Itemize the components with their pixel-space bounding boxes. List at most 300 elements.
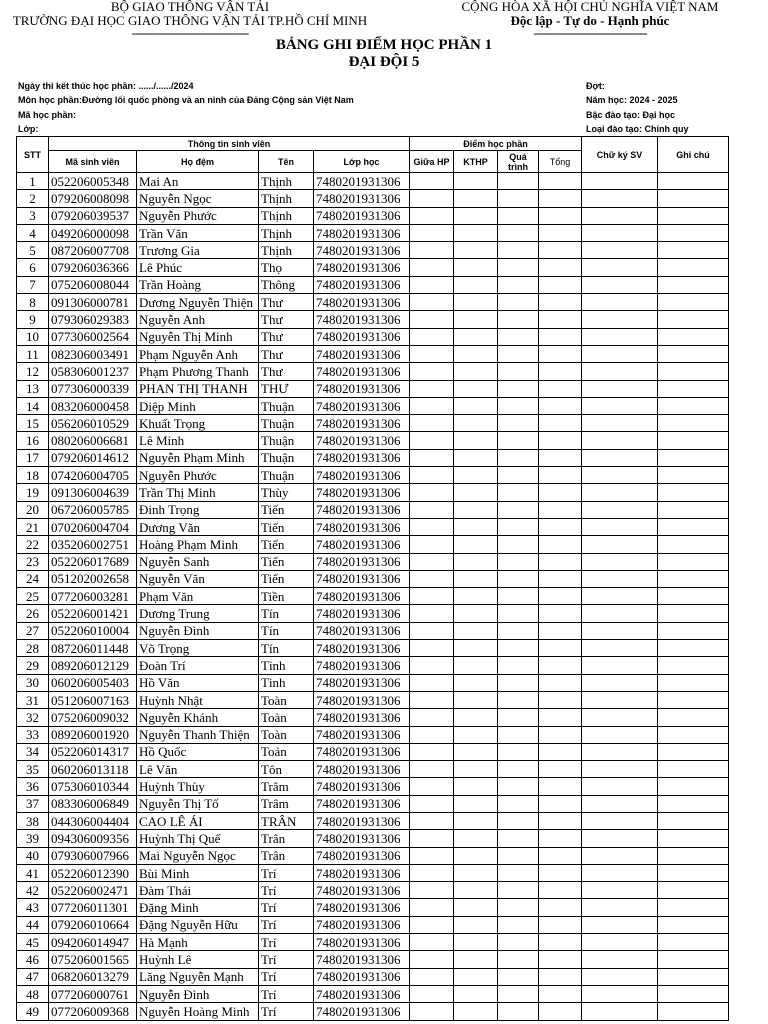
total-cell[interactable]: [539, 432, 582, 449]
final-cell[interactable]: [454, 588, 498, 605]
total-cell[interactable]: [539, 467, 582, 484]
midterm-cell[interactable]: [410, 311, 454, 328]
signature-cell[interactable]: [582, 449, 658, 466]
total-cell[interactable]: [539, 415, 582, 432]
midterm-cell[interactable]: [410, 899, 454, 916]
signature-cell[interactable]: [582, 345, 658, 362]
signature-cell[interactable]: [582, 588, 658, 605]
note-cell[interactable]: [658, 985, 729, 1002]
process-cell[interactable]: [498, 449, 539, 466]
process-cell[interactable]: [498, 709, 539, 726]
total-cell[interactable]: [539, 985, 582, 1002]
midterm-cell[interactable]: [410, 224, 454, 241]
process-cell[interactable]: [498, 311, 539, 328]
last-name: CAO LÊ ÁI: [137, 812, 259, 829]
process-cell[interactable]: [498, 276, 539, 293]
signature-cell[interactable]: [582, 726, 658, 743]
note-cell[interactable]: [658, 899, 729, 916]
note-cell[interactable]: [658, 467, 729, 484]
note-cell[interactable]: [658, 657, 729, 674]
process-cell[interactable]: [498, 588, 539, 605]
process-cell[interactable]: [498, 691, 539, 708]
total-cell[interactable]: [539, 345, 582, 362]
process-cell[interactable]: [498, 916, 539, 933]
signature-cell[interactable]: [582, 259, 658, 276]
process-cell[interactable]: [498, 467, 539, 484]
process-cell[interactable]: [498, 761, 539, 778]
signature-cell[interactable]: [582, 207, 658, 224]
final-cell[interactable]: [454, 259, 498, 276]
midterm-cell[interactable]: [410, 916, 454, 933]
midterm-cell[interactable]: [410, 622, 454, 639]
total-cell[interactable]: [539, 882, 582, 899]
total-cell[interactable]: [539, 795, 582, 812]
process-cell[interactable]: [498, 812, 539, 829]
final-cell[interactable]: [454, 345, 498, 362]
final-cell[interactable]: [454, 761, 498, 778]
note-cell[interactable]: [658, 726, 729, 743]
process-cell[interactable]: [498, 657, 539, 674]
signature-cell[interactable]: [582, 605, 658, 622]
note-cell[interactable]: [658, 951, 729, 968]
process-cell[interactable]: [498, 207, 539, 224]
signature-cell[interactable]: [582, 657, 658, 674]
signature-cell[interactable]: [582, 363, 658, 380]
midterm-cell[interactable]: [410, 985, 454, 1002]
total-cell[interactable]: [539, 224, 582, 241]
midterm-cell[interactable]: [410, 1003, 454, 1020]
last-name: Nguyễn Sanh: [137, 553, 259, 570]
row-number: 2: [17, 190, 49, 207]
note-cell[interactable]: [658, 363, 729, 380]
final-cell[interactable]: [454, 1003, 498, 1020]
midterm-cell[interactable]: [410, 640, 454, 657]
process-cell[interactable]: [498, 605, 539, 622]
process-cell[interactable]: [498, 242, 539, 259]
process-cell[interactable]: [498, 968, 539, 985]
note-cell[interactable]: [658, 847, 729, 864]
final-cell[interactable]: [454, 276, 498, 293]
signature-cell[interactable]: [582, 1003, 658, 1020]
final-cell[interactable]: [454, 795, 498, 812]
signature-cell[interactable]: [582, 778, 658, 795]
process-cell[interactable]: [498, 259, 539, 276]
midterm-cell[interactable]: [410, 173, 454, 190]
note-cell[interactable]: [658, 1003, 729, 1020]
final-cell[interactable]: [454, 449, 498, 466]
final-cell[interactable]: [454, 328, 498, 345]
total-cell[interactable]: [539, 812, 582, 829]
note-cell[interactable]: [658, 207, 729, 224]
process-cell[interactable]: [498, 622, 539, 639]
midterm-cell[interactable]: [410, 294, 454, 311]
total-cell[interactable]: [539, 173, 582, 190]
signature-cell[interactable]: [582, 812, 658, 829]
final-cell[interactable]: [454, 726, 498, 743]
midterm-cell[interactable]: [410, 328, 454, 345]
process-cell[interactable]: [498, 380, 539, 397]
signature-cell[interactable]: [582, 951, 658, 968]
signature-cell[interactable]: [582, 415, 658, 432]
final-cell[interactable]: [454, 570, 498, 587]
final-cell[interactable]: [454, 622, 498, 639]
total-cell[interactable]: [539, 1003, 582, 1020]
midterm-cell[interactable]: [410, 968, 454, 985]
signature-cell[interactable]: [582, 709, 658, 726]
note-cell[interactable]: [658, 345, 729, 362]
signature-cell[interactable]: [582, 501, 658, 518]
signature-cell[interactable]: [582, 674, 658, 691]
note-cell[interactable]: [658, 484, 729, 501]
total-cell[interactable]: [539, 588, 582, 605]
note-cell[interactable]: [658, 674, 729, 691]
total-cell[interactable]: [539, 484, 582, 501]
process-cell[interactable]: [498, 518, 539, 535]
final-cell[interactable]: [454, 899, 498, 916]
final-cell[interactable]: [454, 743, 498, 760]
process-cell[interactable]: [498, 864, 539, 881]
midterm-cell[interactable]: [410, 795, 454, 812]
final-cell[interactable]: [454, 916, 498, 933]
midterm-cell[interactable]: [410, 674, 454, 691]
final-cell[interactable]: [454, 951, 498, 968]
total-cell[interactable]: [539, 311, 582, 328]
process-cell[interactable]: [498, 224, 539, 241]
note-cell[interactable]: [658, 882, 729, 899]
note-cell[interactable]: [658, 795, 729, 812]
final-cell[interactable]: [454, 311, 498, 328]
note-cell[interactable]: [658, 864, 729, 881]
signature-cell[interactable]: [582, 570, 658, 587]
process-cell[interactable]: [498, 415, 539, 432]
total-cell[interactable]: [539, 207, 582, 224]
note-cell[interactable]: [658, 328, 729, 345]
note-cell[interactable]: [658, 224, 729, 241]
signature-cell[interactable]: [582, 916, 658, 933]
total-cell[interactable]: [539, 328, 582, 345]
process-cell[interactable]: [498, 934, 539, 951]
signature-cell[interactable]: [582, 467, 658, 484]
note-cell[interactable]: [658, 518, 729, 535]
total-cell[interactable]: [539, 726, 582, 743]
total-cell[interactable]: [539, 847, 582, 864]
final-cell[interactable]: [454, 657, 498, 674]
signature-cell[interactable]: [582, 899, 658, 916]
midterm-cell[interactable]: [410, 864, 454, 881]
final-cell[interactable]: [454, 432, 498, 449]
midterm-cell[interactable]: [410, 484, 454, 501]
note-cell[interactable]: [658, 916, 729, 933]
total-cell[interactable]: [539, 864, 582, 881]
signature-cell[interactable]: [582, 985, 658, 1002]
note-cell[interactable]: [658, 622, 729, 639]
signature-cell[interactable]: [582, 553, 658, 570]
final-cell[interactable]: [454, 467, 498, 484]
total-cell[interactable]: [539, 778, 582, 795]
note-cell[interactable]: [658, 501, 729, 518]
midterm-cell[interactable]: [410, 242, 454, 259]
process-cell[interactable]: [498, 951, 539, 968]
process-cell[interactable]: [498, 1003, 539, 1020]
midterm-cell[interactable]: [410, 553, 454, 570]
midterm-cell[interactable]: [410, 345, 454, 362]
midterm-cell[interactable]: [410, 207, 454, 224]
midterm-cell[interactable]: [410, 951, 454, 968]
note-cell[interactable]: [658, 294, 729, 311]
note-cell[interactable]: [658, 259, 729, 276]
signature-cell[interactable]: [582, 397, 658, 414]
midterm-cell[interactable]: [410, 449, 454, 466]
signature-cell[interactable]: [582, 864, 658, 881]
midterm-cell[interactable]: [410, 726, 454, 743]
final-cell[interactable]: [454, 968, 498, 985]
final-cell[interactable]: [454, 864, 498, 881]
midterm-cell[interactable]: [410, 657, 454, 674]
signature-cell[interactable]: [582, 484, 658, 501]
total-cell[interactable]: [539, 709, 582, 726]
note-cell[interactable]: [658, 778, 729, 795]
midterm-cell[interactable]: [410, 709, 454, 726]
final-cell[interactable]: [454, 363, 498, 380]
total-cell[interactable]: [539, 536, 582, 553]
midterm-cell[interactable]: [410, 397, 454, 414]
note-cell[interactable]: [658, 432, 729, 449]
total-cell[interactable]: [539, 622, 582, 639]
midterm-cell[interactable]: [410, 830, 454, 847]
process-cell[interactable]: [498, 640, 539, 657]
final-cell[interactable]: [454, 553, 498, 570]
process-cell[interactable]: [498, 985, 539, 1002]
final-cell[interactable]: [454, 985, 498, 1002]
note-cell[interactable]: [658, 934, 729, 951]
total-cell[interactable]: [539, 449, 582, 466]
process-cell[interactable]: [498, 328, 539, 345]
midterm-cell[interactable]: [410, 570, 454, 587]
final-cell[interactable]: [454, 709, 498, 726]
total-cell[interactable]: [539, 276, 582, 293]
final-cell[interactable]: [454, 484, 498, 501]
midterm-cell[interactable]: [410, 276, 454, 293]
signature-cell[interactable]: [582, 795, 658, 812]
signature-cell[interactable]: [582, 518, 658, 535]
midterm-cell[interactable]: [410, 882, 454, 899]
final-cell[interactable]: [454, 830, 498, 847]
signature-cell[interactable]: [582, 242, 658, 259]
note-cell[interactable]: [658, 276, 729, 293]
process-cell[interactable]: [498, 847, 539, 864]
signature-cell[interactable]: [582, 328, 658, 345]
note-cell[interactable]: [658, 242, 729, 259]
signature-cell[interactable]: [582, 173, 658, 190]
note-cell[interactable]: [658, 691, 729, 708]
row-number: 10: [17, 328, 49, 345]
final-cell[interactable]: [454, 640, 498, 657]
total-cell[interactable]: [539, 743, 582, 760]
note-cell[interactable]: [658, 605, 729, 622]
total-cell[interactable]: [539, 570, 582, 587]
note-cell[interactable]: [658, 449, 729, 466]
total-cell[interactable]: [539, 605, 582, 622]
signature-cell[interactable]: [582, 536, 658, 553]
note-cell[interactable]: [658, 173, 729, 190]
total-cell[interactable]: [539, 951, 582, 968]
total-cell[interactable]: [539, 657, 582, 674]
process-cell[interactable]: [498, 501, 539, 518]
final-cell[interactable]: [454, 415, 498, 432]
signature-cell[interactable]: [582, 743, 658, 760]
total-cell[interactable]: [539, 259, 582, 276]
process-cell[interactable]: [498, 795, 539, 812]
midterm-cell[interactable]: [410, 432, 454, 449]
total-cell[interactable]: [539, 934, 582, 951]
midterm-cell[interactable]: [410, 588, 454, 605]
note-cell[interactable]: [658, 553, 729, 570]
process-cell[interactable]: [498, 570, 539, 587]
total-cell[interactable]: [539, 674, 582, 691]
midterm-cell[interactable]: [410, 415, 454, 432]
note-cell[interactable]: [658, 415, 729, 432]
process-cell[interactable]: [498, 778, 539, 795]
final-cell[interactable]: [454, 847, 498, 864]
final-cell[interactable]: [454, 518, 498, 535]
signature-cell[interactable]: [582, 830, 658, 847]
note-cell[interactable]: [658, 190, 729, 207]
midterm-cell[interactable]: [410, 190, 454, 207]
final-cell[interactable]: [454, 294, 498, 311]
midterm-cell[interactable]: [410, 761, 454, 778]
final-cell[interactable]: [454, 882, 498, 899]
process-cell[interactable]: [498, 882, 539, 899]
midterm-cell[interactable]: [410, 778, 454, 795]
signature-cell[interactable]: [582, 934, 658, 951]
process-cell[interactable]: [498, 190, 539, 207]
final-cell[interactable]: [454, 207, 498, 224]
midterm-cell[interactable]: [410, 518, 454, 535]
process-cell[interactable]: [498, 553, 539, 570]
note-cell[interactable]: [658, 640, 729, 657]
midterm-cell[interactable]: [410, 605, 454, 622]
final-cell[interactable]: [454, 501, 498, 518]
midterm-cell[interactable]: [410, 691, 454, 708]
midterm-cell[interactable]: [410, 536, 454, 553]
final-cell[interactable]: [454, 674, 498, 691]
note-cell[interactable]: [658, 743, 729, 760]
total-cell[interactable]: [539, 363, 582, 380]
final-cell[interactable]: [454, 605, 498, 622]
signature-cell[interactable]: [582, 432, 658, 449]
process-cell[interactable]: [498, 173, 539, 190]
total-cell[interactable]: [539, 968, 582, 985]
process-cell[interactable]: [498, 294, 539, 311]
final-cell[interactable]: [454, 173, 498, 190]
process-cell[interactable]: [498, 397, 539, 414]
total-cell[interactable]: [539, 761, 582, 778]
note-cell[interactable]: [658, 761, 729, 778]
process-cell[interactable]: [498, 363, 539, 380]
total-cell[interactable]: [539, 640, 582, 657]
midterm-cell[interactable]: [410, 363, 454, 380]
note-cell[interactable]: [658, 830, 729, 847]
signature-cell[interactable]: [582, 640, 658, 657]
row-number: 19: [17, 484, 49, 501]
final-cell[interactable]: [454, 536, 498, 553]
note-cell[interactable]: [658, 536, 729, 553]
midterm-cell[interactable]: [410, 467, 454, 484]
final-cell[interactable]: [454, 380, 498, 397]
process-cell[interactable]: [498, 674, 539, 691]
signature-cell[interactable]: [582, 847, 658, 864]
midterm-cell[interactable]: [410, 812, 454, 829]
signature-cell[interactable]: [582, 882, 658, 899]
total-cell[interactable]: [539, 242, 582, 259]
signature-cell[interactable]: [582, 294, 658, 311]
midterm-cell[interactable]: [410, 380, 454, 397]
process-cell[interactable]: [498, 743, 539, 760]
total-cell[interactable]: [539, 518, 582, 535]
total-cell[interactable]: [539, 830, 582, 847]
note-cell[interactable]: [658, 570, 729, 587]
total-cell[interactable]: [539, 294, 582, 311]
note-cell[interactable]: [658, 397, 729, 414]
process-cell[interactable]: [498, 432, 539, 449]
signature-cell[interactable]: [582, 968, 658, 985]
midterm-cell[interactable]: [410, 847, 454, 864]
final-cell[interactable]: [454, 397, 498, 414]
signature-cell[interactable]: [582, 276, 658, 293]
total-cell[interactable]: [539, 553, 582, 570]
note-cell[interactable]: [658, 380, 729, 397]
note-cell[interactable]: [658, 812, 729, 829]
total-cell[interactable]: [539, 691, 582, 708]
signature-cell[interactable]: [582, 761, 658, 778]
total-cell[interactable]: [539, 190, 582, 207]
signature-cell[interactable]: [582, 311, 658, 328]
process-cell[interactable]: [498, 536, 539, 553]
process-cell[interactable]: [498, 345, 539, 362]
total-cell[interactable]: [539, 916, 582, 933]
note-cell[interactable]: [658, 968, 729, 985]
final-cell[interactable]: [454, 242, 498, 259]
total-cell[interactable]: [539, 501, 582, 518]
signature-cell[interactable]: [582, 190, 658, 207]
process-cell[interactable]: [498, 830, 539, 847]
midterm-cell[interactable]: [410, 501, 454, 518]
process-cell[interactable]: [498, 484, 539, 501]
process-cell[interactable]: [498, 899, 539, 916]
signature-cell[interactable]: [582, 224, 658, 241]
final-cell[interactable]: [454, 778, 498, 795]
midterm-cell[interactable]: [410, 934, 454, 951]
note-cell[interactable]: [658, 709, 729, 726]
midterm-cell[interactable]: [410, 259, 454, 276]
note-cell[interactable]: [658, 311, 729, 328]
total-cell[interactable]: [539, 397, 582, 414]
final-cell[interactable]: [454, 812, 498, 829]
signature-cell[interactable]: [582, 691, 658, 708]
midterm-cell[interactable]: [410, 743, 454, 760]
total-cell[interactable]: [539, 380, 582, 397]
final-cell[interactable]: [454, 190, 498, 207]
total-cell[interactable]: [539, 899, 582, 916]
signature-cell[interactable]: [582, 622, 658, 639]
note-cell[interactable]: [658, 588, 729, 605]
student-id: 089206012129: [49, 657, 137, 674]
final-cell[interactable]: [454, 224, 498, 241]
process-cell[interactable]: [498, 726, 539, 743]
signature-cell[interactable]: [582, 380, 658, 397]
final-cell[interactable]: [454, 691, 498, 708]
final-cell[interactable]: [454, 934, 498, 951]
